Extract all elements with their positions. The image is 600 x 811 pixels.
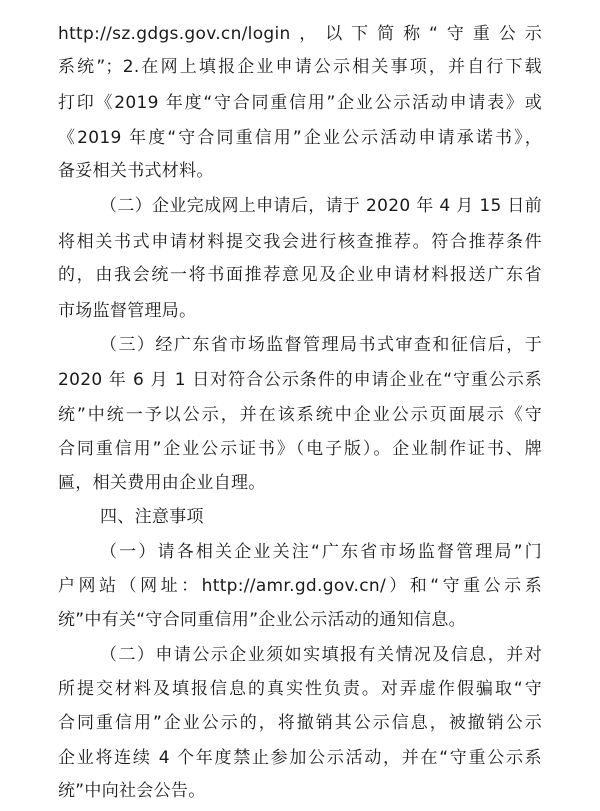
paragraph-line: （三）经广东省市场监督管理局书式审查和征信后，于 <box>100 335 542 355</box>
paragraph-line: 统”中向社会公告。 <box>58 781 206 801</box>
paragraph-line: 企业将连续 4 个年度禁止参加公示活动，并在“守重公示系 <box>58 748 542 768</box>
paragraph-line: 合同重信用”企业公示证书》（电子版）。企业制作证书、牌 <box>58 439 542 459</box>
paragraph-line: （二）企业完成网上申请后，请于 2020 年 4 月 15 日前 <box>100 196 542 216</box>
paragraph-line: 统”中有关“守合同重信用”企业公示活动的通知信息。 <box>58 610 466 630</box>
paragraph-line: 市场监督管理局。 <box>58 301 197 321</box>
paragraph-line: （一）请各相关企业关注“广东省市场监督管理局”门 <box>100 542 542 562</box>
paragraph-line: 所提交材料及填报信息的真实性负责。对弄虚作假骗取“守 <box>58 679 542 699</box>
paragraph-line: （二）申请公示企业须如实填报有关情况及信息，并对 <box>100 645 542 665</box>
paragraph-line: 合同重信用”企业公示的，将撤销其公示信息，被撤销公示 <box>58 713 542 733</box>
paragraph-line: 《2019 年度“守合同重信用”企业公示活动申请承诺书》， <box>58 128 542 148</box>
paragraph-line: 2020 年 6 月 1 日对符合公示条件的申请企业在“守重公示系 <box>58 370 542 390</box>
section-heading: 四、注意事项 <box>100 507 204 527</box>
paragraph-line: 系统”；2.在网上填报企业申请公示相关事项，并自行下载 <box>58 57 542 77</box>
paragraph-line: 统”中统一予以公示，并在该系统中企业公示页面展示《守 <box>58 405 542 425</box>
paragraph-line: 匾，相关费用由企业自理。 <box>58 473 266 493</box>
paragraph-line: 的，由我会统一将书面推荐意见及企业申请材料报送广东省 <box>58 265 542 285</box>
paragraph-line: 将相关书式申请材料提交我会进行核查推荐。符合推荐条件 <box>58 232 542 252</box>
paragraph-line: 打印《2019 年度“守合同重信用”企业公示活动申请表》或 <box>58 93 542 113</box>
paragraph-line: http://sz.gdgs.gov.cn/login，以下简称“守重公示 <box>58 24 542 44</box>
paragraph-line: 户网站（网址：http://amr.gd.gov.cn/）和“守重公示系 <box>58 576 542 596</box>
paragraph-line: 备妥相关书式材料。 <box>58 161 214 181</box>
